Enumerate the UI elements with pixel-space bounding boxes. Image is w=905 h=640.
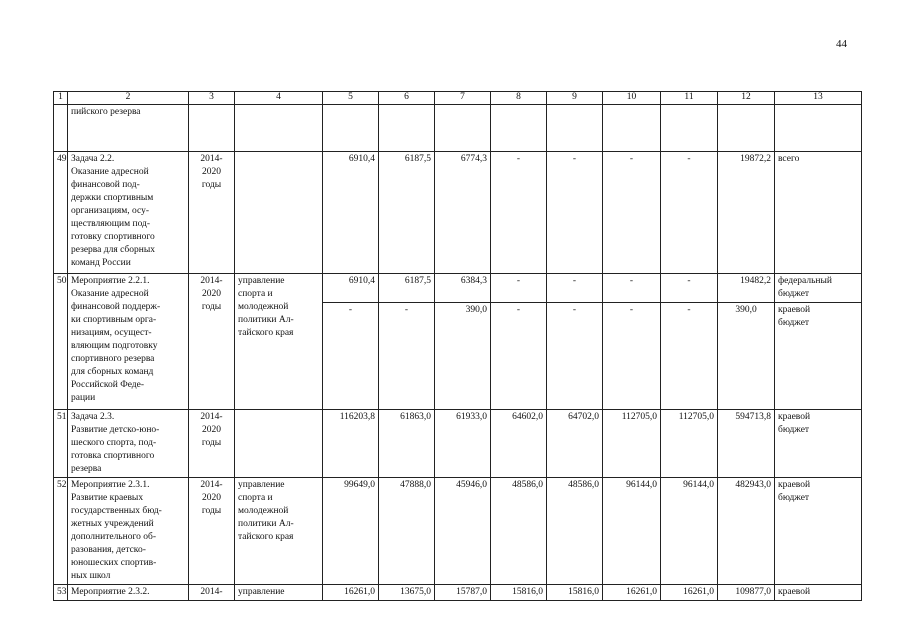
value-cell: 15787,0: [435, 585, 491, 601]
col-header: 13: [775, 92, 862, 105]
page-number: 44: [836, 38, 847, 50]
col-header: 9: [547, 92, 603, 105]
funding-source: краевой бюджет: [778, 480, 811, 503]
value-cell: 48586,0: [547, 478, 603, 585]
table-row: [54, 585, 862, 601]
col-header: 8: [491, 92, 547, 105]
table-row: [54, 105, 862, 152]
value-cell: 13675,0: [379, 585, 435, 601]
funding-source: краевой бюджет: [778, 412, 811, 435]
value-cell: 96144,0: [661, 478, 718, 585]
col-header: 3: [189, 92, 235, 105]
value-cell: -: [603, 303, 661, 410]
row-executor: управление: [235, 585, 323, 601]
value-cell: 15816,0: [491, 585, 547, 601]
value-cell: 112705,0: [661, 410, 718, 478]
row-period: 2014- 2020 годы: [200, 154, 223, 190]
col-header: 10: [603, 92, 661, 105]
funding-source: всего: [775, 152, 862, 274]
value-cell: 6910,4: [323, 152, 379, 274]
value-cell: 112705,0: [603, 410, 661, 478]
value-cell: 6187,5: [379, 274, 435, 303]
col-header: 5: [323, 92, 379, 105]
value-cell: 6187,5: [379, 152, 435, 274]
value-cell: 99649,0: [323, 478, 379, 585]
funding-source: краевой бюджет: [778, 305, 811, 328]
table-row: [54, 478, 862, 585]
value-cell: -: [379, 303, 435, 410]
value-cell: -: [491, 152, 547, 274]
value-cell: -: [547, 303, 603, 410]
value-cell: 19482,2: [718, 274, 775, 303]
col-header: 2: [68, 92, 189, 105]
table-row: [54, 152, 862, 274]
row-name: Мероприятие 2.3.1. Развитие краевых государственных бюд- жетных учреждений дополнительного об- разования, детско- юношеских спортив- ных школ: [71, 480, 162, 581]
table-row: [54, 410, 862, 478]
row-name: Мероприятие 2.3.2.: [68, 585, 189, 601]
row-number: 53: [54, 585, 68, 601]
value-cell: -: [547, 274, 603, 303]
value-cell: -: [547, 152, 603, 274]
value-cell: 48586,0: [491, 478, 547, 585]
row-executor: управление спорта и молодежной политики Ал- тайского края: [238, 276, 294, 338]
row-name: Мероприятие 2.2.1. Оказание адресной финансовой поддерж- ки спортивным орга- низациям, осущест- вляющим подготовку спортивного резерва для сборных команд Российской Феде- рации: [71, 276, 161, 403]
value-cell: 45946,0: [435, 478, 491, 585]
value-cell: 16261,0: [661, 585, 718, 601]
col-header: 11: [661, 92, 718, 105]
value-cell: -: [603, 274, 661, 303]
value-cell: 64702,0: [547, 410, 603, 478]
column-number-row: [54, 92, 862, 105]
value-cell: 61933,0: [435, 410, 491, 478]
value-cell: 482943,0: [718, 478, 775, 585]
value-cell: 47888,0: [379, 478, 435, 585]
row-number: 49: [54, 152, 68, 274]
value-cell: 109877,0: [718, 585, 775, 601]
row-name: Задача 2.2. Оказание адресной финансовой под- держки спортивным организациям, осу- ществляющим под- готовку спортивного резерва для сборных команд России: [71, 154, 155, 268]
value-cell: 61863,0: [379, 410, 435, 478]
value-cell: 6910,4: [323, 274, 379, 303]
value-cell: 6384,3: [435, 274, 491, 303]
value-cell: 390,0: [718, 303, 775, 410]
col-header: 7: [435, 92, 491, 105]
col-header: 12: [718, 92, 775, 105]
col-header: 6: [379, 92, 435, 105]
row-executor: управление спорта и молодежной политики Ал- тайского края: [238, 480, 294, 542]
row-name: Задача 2.3. Развитие детско-юно- шеского спорта, под- готовка спортивного резерва: [71, 412, 160, 474]
value-cell: 6774,3: [435, 152, 491, 274]
table-row: [54, 274, 862, 303]
budget-table: [53, 91, 862, 601]
value-cell: 116203,8: [323, 410, 379, 478]
value-cell: -: [491, 303, 547, 410]
col-header: 1: [54, 92, 68, 105]
value-cell: 16261,0: [603, 585, 661, 601]
funding-source: федеральный бюджет: [775, 274, 862, 303]
value-cell: 390,0: [435, 303, 491, 410]
value-cell: -: [661, 303, 718, 410]
row-name: пийского резерва: [68, 105, 189, 152]
row-period: 2014- 2020 годы: [200, 276, 223, 312]
value-cell: 15816,0: [547, 585, 603, 601]
value-cell: -: [661, 274, 718, 303]
funding-source: краевой: [775, 585, 862, 601]
value-cell: -: [603, 152, 661, 274]
row-number: 50: [54, 274, 68, 410]
row-number: 51: [54, 410, 68, 478]
row-period: 2014-: [189, 585, 235, 601]
value-cell: 64602,0: [491, 410, 547, 478]
value-cell: -: [323, 303, 379, 410]
value-cell: 96144,0: [603, 478, 661, 585]
value-cell: 594713,8: [718, 410, 775, 478]
row-period: 2014- 2020 годы: [200, 412, 223, 448]
value-cell: 19872,2: [718, 152, 775, 274]
row-period: 2014- 2020 годы: [200, 480, 223, 516]
value-cell: -: [661, 152, 718, 274]
value-cell: -: [491, 274, 547, 303]
row-number: 52: [54, 478, 68, 585]
value-cell: 16261,0: [323, 585, 379, 601]
col-header: 4: [235, 92, 323, 105]
